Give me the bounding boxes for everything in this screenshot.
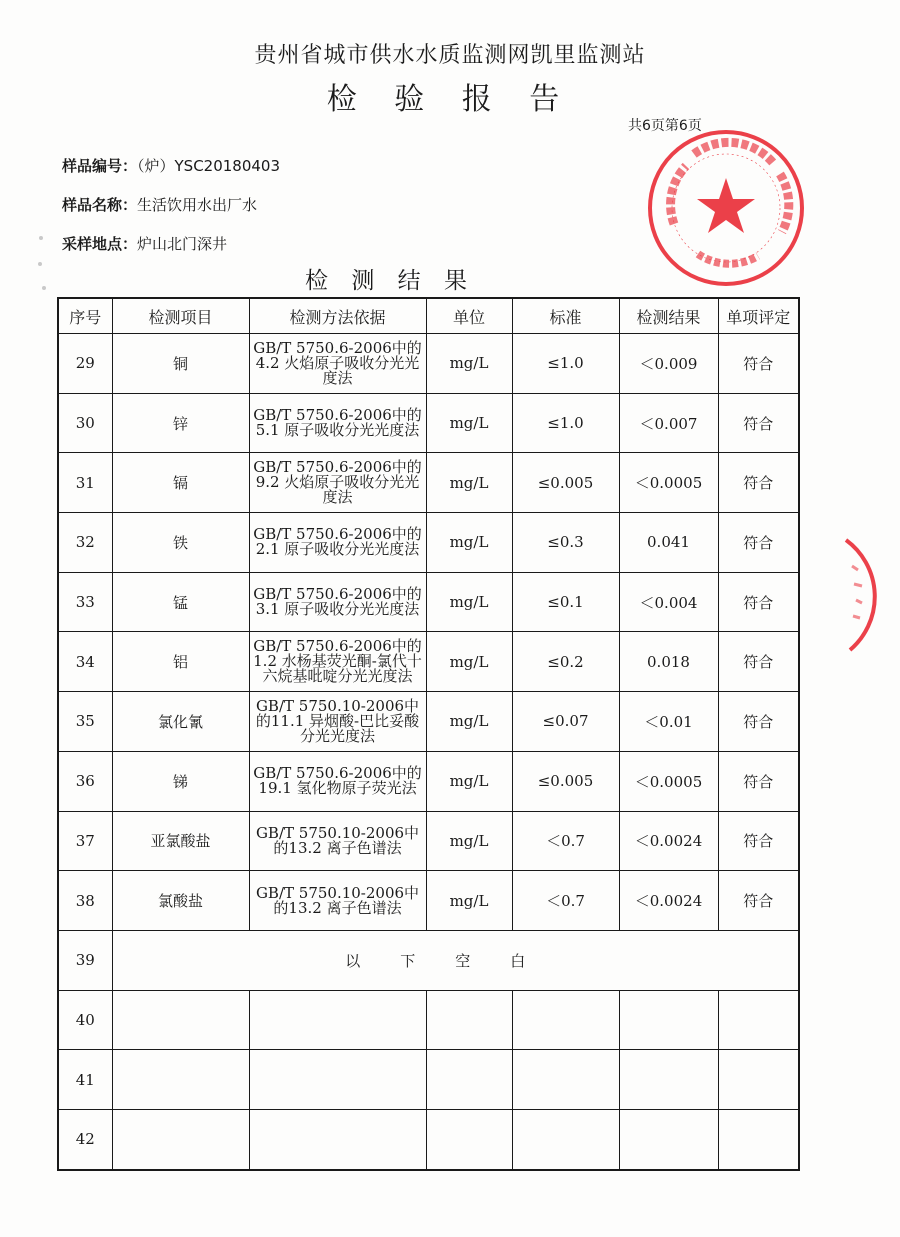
blank-note: 以下空白 xyxy=(112,930,799,990)
cell-unit: mg/L xyxy=(426,513,512,573)
report-title: 检 验 报 告 xyxy=(326,82,574,117)
table-row xyxy=(58,453,799,513)
sample-id-label: 样品编号： xyxy=(62,157,138,175)
col-header-eval: 单项评定 xyxy=(718,298,799,334)
cell-unit: mg/L xyxy=(426,453,512,513)
binding-hole xyxy=(42,286,46,290)
cell-eval: 符合 xyxy=(718,393,799,453)
cell-no: 35 xyxy=(58,692,112,752)
cell-no: 39 xyxy=(58,930,112,990)
sample-place-value: 炉山北门深井 xyxy=(137,235,228,253)
cell-no: 32 xyxy=(58,513,112,573)
page-info: 共6页第6页 xyxy=(628,118,702,134)
cell-empty xyxy=(112,1109,249,1169)
cell-unit: mg/L xyxy=(426,334,512,394)
table-row xyxy=(58,811,799,871)
cell-method: GB/T 5750.6-2006中的4.2 火焰原子吸收分光光度法 xyxy=(249,334,426,394)
results-table xyxy=(57,297,800,1171)
star-icon xyxy=(697,178,755,233)
sample-place xyxy=(62,233,227,254)
cell-standard: ≤0.005 xyxy=(512,453,619,513)
org-title: 贵州省城市供水水质监测网凯里监测站 xyxy=(254,43,646,68)
cell-standard: ＜0.7 xyxy=(512,871,619,931)
cell-no: 33 xyxy=(58,572,112,632)
sample-id-value: （炉）YSC20180403 xyxy=(137,157,281,175)
cell-standard: ≤0.1 xyxy=(512,572,619,632)
cell-eval: 符合 xyxy=(718,811,799,871)
cell-method: GB/T 5750.6-2006中的2.1 原子吸收分光光度法 xyxy=(249,513,426,573)
cell-item: 铝 xyxy=(112,632,249,692)
col-header-standard: 标准 xyxy=(512,298,619,334)
cell-empty xyxy=(718,990,799,1050)
cell-empty xyxy=(512,990,619,1050)
cell-unit: mg/L xyxy=(426,692,512,752)
binding-hole xyxy=(38,262,42,266)
cell-no: 41 xyxy=(58,1050,112,1110)
cell-empty xyxy=(426,990,512,1050)
cell-method: GB/T 5750.10-2006中的11.1 异烟酸-巴比妥酸分光光度法 xyxy=(249,692,426,752)
cell-eval: 符合 xyxy=(718,871,799,931)
cell-empty xyxy=(249,1050,426,1110)
sample-place-label: 采样地点： xyxy=(62,235,138,253)
cell-method: GB/T 5750.6-2006中的1.2 水杨基荧光酮-氯代十六烷基吡啶分光光度法 xyxy=(249,632,426,692)
cell-item: 铁 xyxy=(112,513,249,573)
cell-result: ＜0.0024 xyxy=(619,871,718,931)
empty-row xyxy=(58,1109,799,1169)
cell-empty xyxy=(718,1109,799,1169)
table-row xyxy=(58,334,799,394)
sample-name xyxy=(62,194,257,215)
cell-result: ＜0.004 xyxy=(619,572,718,632)
cell-eval: 符合 xyxy=(718,513,799,573)
cell-standard: ≤0.3 xyxy=(512,513,619,573)
cell-eval: 符合 xyxy=(718,751,799,811)
cell-empty xyxy=(249,990,426,1050)
col-header-unit: 单位 xyxy=(426,298,512,334)
cell-unit: mg/L xyxy=(426,393,512,453)
cell-standard: ≤0.07 xyxy=(512,692,619,752)
cell-empty xyxy=(426,1109,512,1169)
cell-eval: 符合 xyxy=(718,692,799,752)
cell-result: ＜0.007 xyxy=(619,393,718,453)
cell-no: 37 xyxy=(58,811,112,871)
cell-no: 42 xyxy=(58,1109,112,1169)
empty-row xyxy=(58,1050,799,1110)
cell-eval: 符合 xyxy=(718,632,799,692)
cell-empty xyxy=(619,1109,718,1169)
cell-unit: mg/L xyxy=(426,632,512,692)
table-row xyxy=(58,692,799,752)
cell-empty xyxy=(249,1109,426,1169)
table-row xyxy=(58,871,799,931)
cell-empty xyxy=(112,990,249,1050)
cell-standard: ≤0.005 xyxy=(512,751,619,811)
cell-method: GB/T 5750.6-2006中的5.1 原子吸收分光光度法 xyxy=(249,393,426,453)
cell-no: 29 xyxy=(58,334,112,394)
seam-seal xyxy=(838,536,878,654)
cell-unit: mg/L xyxy=(426,871,512,931)
cell-result: ＜0.009 xyxy=(619,334,718,394)
table-row xyxy=(58,393,799,453)
cell-method: GB/T 5750.6-2006中的9.2 火焰原子吸收分光光度法 xyxy=(249,453,426,513)
official-seal xyxy=(646,128,806,288)
empty-row xyxy=(58,990,799,1050)
blank-note-row xyxy=(58,930,799,990)
cell-no: 30 xyxy=(58,393,112,453)
cell-result: 0.018 xyxy=(619,632,718,692)
cell-empty xyxy=(619,990,718,1050)
col-header-no: 序号 xyxy=(58,298,112,334)
cell-empty xyxy=(112,1050,249,1110)
table-row xyxy=(58,632,799,692)
cell-empty xyxy=(718,1050,799,1110)
cell-empty xyxy=(512,1050,619,1110)
cell-result: ＜0.0024 xyxy=(619,811,718,871)
cell-empty xyxy=(619,1050,718,1110)
cell-unit: mg/L xyxy=(426,572,512,632)
cell-unit: mg/L xyxy=(426,751,512,811)
cell-result: ＜0.0005 xyxy=(619,751,718,811)
cell-method: GB/T 5750.6-2006中的3.1 原子吸收分光光度法 xyxy=(249,572,426,632)
cell-method: GB/T 5750.6-2006中的19.1 氢化物原子荧光法 xyxy=(249,751,426,811)
cell-item: 镉 xyxy=(112,453,249,513)
cell-result: ＜0.01 xyxy=(619,692,718,752)
table-row xyxy=(58,751,799,811)
cell-result: 0.041 xyxy=(619,513,718,573)
cell-standard: ≤1.0 xyxy=(512,393,619,453)
cell-item: 氯酸盐 xyxy=(112,871,249,931)
col-header-method: 检测方法依据 xyxy=(249,298,426,334)
cell-item: 锑 xyxy=(112,751,249,811)
cell-item: 亚氯酸盐 xyxy=(112,811,249,871)
cell-standard: ＜0.7 xyxy=(512,811,619,871)
cell-item: 铜 xyxy=(112,334,249,394)
cell-no: 36 xyxy=(58,751,112,811)
sample-id xyxy=(62,155,280,176)
cell-standard: ≤1.0 xyxy=(512,334,619,394)
sample-name-label: 样品名称： xyxy=(62,196,138,214)
col-header-result: 检测结果 xyxy=(619,298,718,334)
table-header-row xyxy=(58,298,799,334)
cell-eval: 符合 xyxy=(718,334,799,394)
cell-empty xyxy=(512,1109,619,1169)
table-row xyxy=(58,572,799,632)
cell-unit: mg/L xyxy=(426,811,512,871)
cell-no: 31 xyxy=(58,453,112,513)
cell-item: 锌 xyxy=(112,393,249,453)
cell-standard: ≤0.2 xyxy=(512,632,619,692)
cell-empty xyxy=(426,1050,512,1110)
col-header-item: 检测项目 xyxy=(112,298,249,334)
cell-no: 34 xyxy=(58,632,112,692)
cell-eval: 符合 xyxy=(718,572,799,632)
cell-no: 40 xyxy=(58,990,112,1050)
cell-item: 氯化氰 xyxy=(112,692,249,752)
section-title: 检 测 结 果 xyxy=(305,268,475,294)
cell-method: GB/T 5750.10-2006中的13.2 离子色谱法 xyxy=(249,871,426,931)
cell-method: GB/T 5750.10-2006中的13.2 离子色谱法 xyxy=(249,811,426,871)
cell-no: 38 xyxy=(58,871,112,931)
sample-name-value: 生活饮用水出厂水 xyxy=(137,196,258,214)
binding-hole xyxy=(39,236,43,240)
cell-result: ＜0.0005 xyxy=(619,453,718,513)
cell-eval: 符合 xyxy=(718,453,799,513)
table-row xyxy=(58,513,799,573)
cell-item: 锰 xyxy=(112,572,249,632)
